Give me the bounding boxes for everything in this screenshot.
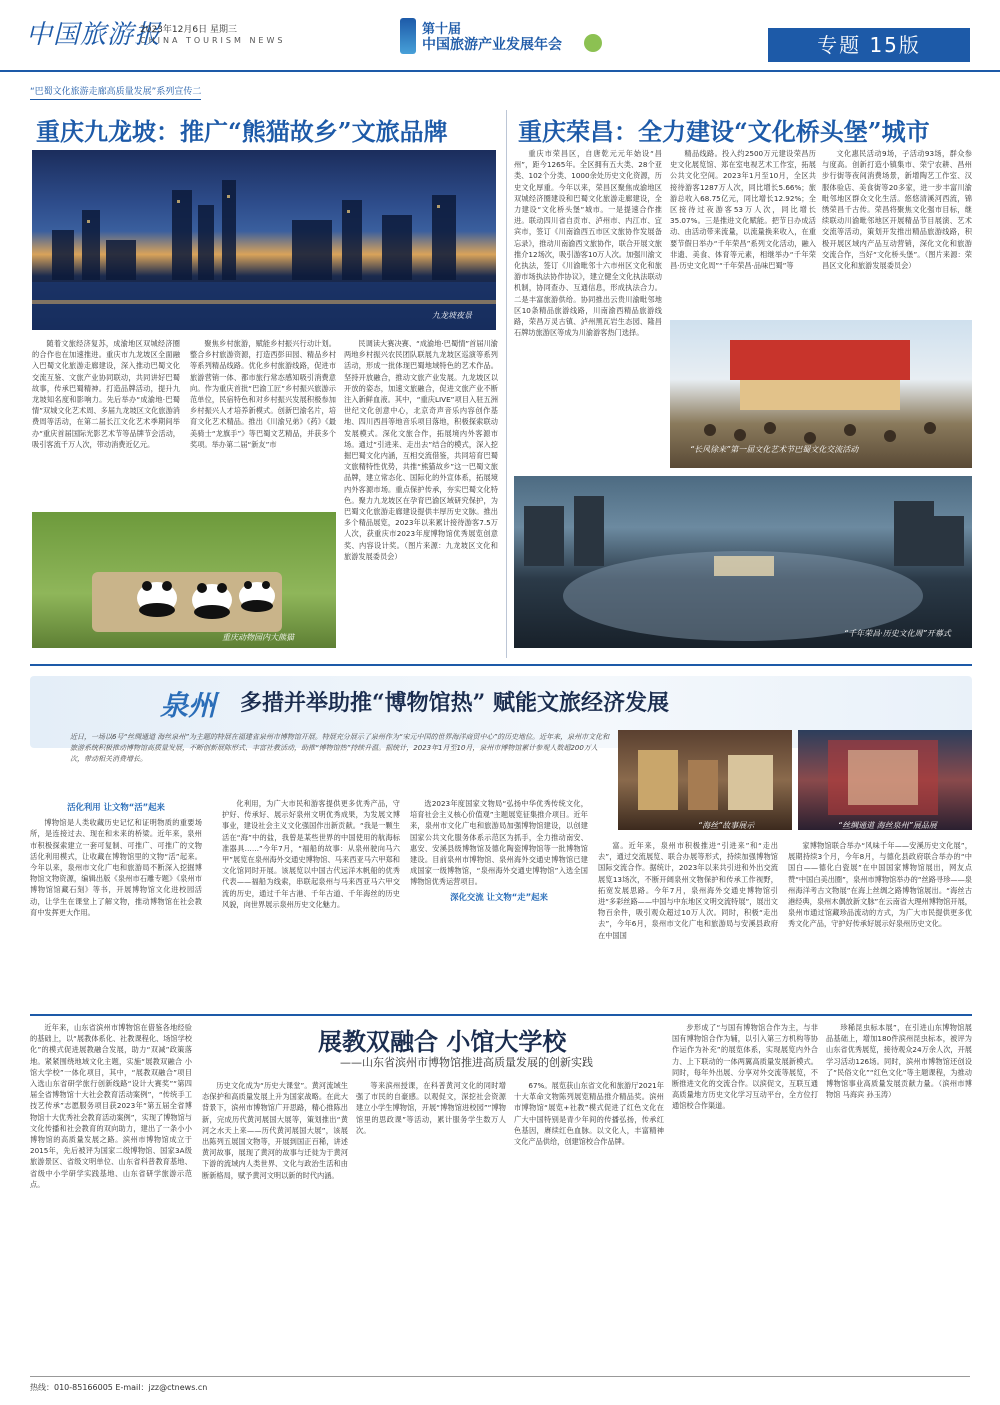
article-column: 活化利用 让文物“活”起来 博物馆是人类收藏历史记忆和证明物质的重要场所，是连接过去、现在和未来的桥梁。近年来，泉州市积极探索建立一套可复制、可推广、可推广的文物活化利用模式，让收藏在博物馆里的文物“活”起来。今年以来，泉州市文化广电和旅游局不断深入挖掘博物馆文物资源，编辑出版《泉州市石雕专题》《泉州市博物馆馆藏石刻》等书，开展博物馆文化进校园活动，让学生在课堂上了解文物，推动博物馆在社会教育中发挥更大作用。	[30, 802, 202, 917]
footer-contact: 热线：010-85166005 E-mail：jzz@ctnews.cn	[30, 1383, 208, 1392]
article-column: 富。近年来，泉州市积极推进“引进来”和“走出去”，通过交流展览、联合办展等形式，持续加强博物馆国际交流合作。据统计，2023年以来共引进和外出交流展览13场次，不断开阔泉州文物保护和传承工作视野，拓宽发展思路。今年7月，泉州海外交通史博物馆引进“多彩丝路——中国与中东地区文明交流特展”，展出文物百余件，吸引观众超过10万人次。同时，积极“走出去”，今年6月，泉州市文化广电和旅游局与安溪县政府在中国国	[598, 841, 778, 940]
photo-caption: “长风徐来”第一届文化艺术节巴蜀文化交流活动	[690, 445, 859, 454]
article-subtitle-binzhou: ——山东省滨州市博物馆推进高质量发展的创新实践	[340, 1056, 593, 1069]
skyline-graphic	[32, 150, 496, 330]
exhibit-graphic	[618, 730, 792, 830]
article-column: 随着文旅经济复苏，成渝地区双城经济圈的合作也在加速推进。重庆市九龙坡区全面融入巴蜀文化旅游走廊建设，深入推动巴蜀文化交流互鉴、文旅产业协同联动，共同讲好巴蜀故事，传承巴蜀精神。打造品牌活动，提升九龙坡知名度和影响力。先后举办“成渝地·巴蜀情”双城文化艺术周、多届九龙坡区文化旅游消费周等活动，在第二届长江文化艺术季期间举办“重庆首届国际光影艺术节等品牌节会活动，吸引客流千万人次，带动消费近亿元。	[32, 339, 180, 449]
article-column: 67%。展览获山东省文化和旅游厅2021年十大革命文物陈列展览精品推介精品奖。滨州市博物馆“展览+社教”模式促进了红色文化在广大中国特别是青少年间的传播弘扬，传承红色基因，赓续红色血脉。以文化人，丰富精神文化产品供给，创建馆校合作品牌。	[514, 1081, 664, 1147]
article-column: 等来滨州授课，在科普黄河文化的同时增强了市民的自豪感。以观促文，深挖社会资源建立小学生博物馆，开展“博物馆进校园”“博物馆里的思政课”等活动，累计服务学生数万人次。	[356, 1081, 506, 1135]
article-column: 近年来，山东省滨州市博物馆在借鉴各地经验的基础上，以“展教体系化、社教课程化、场馆学校化”的模式促进展教融合发展，助力“双减”政策落地。紧紧围绕地域文化主题，实施“展教双融合 小馆大学校”一体化项目，其中，“展教双融合”项目入选山东省研学旅行创新线路“设计大赛奖”“第四届全省博物馆十大社会教育活动案例”，“传统手工技艺传承”志愿服务项目获2023年“第五届全省博物馆十大优秀社会教育活动案例”，实现了博物馆与文化传播和社会教育的双向助力，建出了一条小小博物馆的高质量发展之路。滨州市博物馆成立于2015年，先后被评为国家二级博物馆、国家3A级旅游景区、省级文明单位、山东省科普教育基地、省级中小学研学实践基地、山东省研学旅游示范点。	[30, 1023, 192, 1189]
article-title-binzhou: 展教双融合 小馆大学校	[318, 1027, 567, 1056]
article-column: 聚焦乡村旅游，赋能乡村振兴行动计划。整合乡村旅游资源，打造西彭田园、精品乡村等系列精品线路。优化乡村旅游线路，促进市旅游营销一体、都市旅行常态感知吸引消费意向。作为重庆首批“巴渝工匠”乡村振兴旅游示范单位，民宿特色和对乡村振兴发展积极参加乡村振兴人才培养新模式。创新巴渝名片，培育文化艺术精品。推出《川渝兄弟》《药》《最美骑士“龙旗手”》等巴蜀文艺精品，并获多个奖项。举办第二届“新友”市	[190, 339, 336, 449]
photo-caption: 九龙坡夜景	[432, 311, 472, 320]
conference-edition: 第十届	[422, 22, 462, 37]
pandas-graphic	[32, 512, 336, 648]
exhibit-graphic	[798, 730, 972, 830]
article-column: 选2023年度国家文物局“弘扬中华优秀传统文化，培育社会主义核心价值观”主题展览征集推介项目。近年来，泉州市文化广电和旅游局加强博物馆建设，以创建国家公共文化服务体系示范区为抓手，全力推动南安、惠安、安溪县级博物馆及德化陶瓷博物馆等一批博物馆建设。目前泉州市博物馆、泉州海外交通史博物馆已建成国家一级博物馆，“泉州海外交通史博物馆”入选全国博物馆优秀运营项目。 深化交流 让文物“走”起来	[410, 799, 588, 902]
photo-caption: “丝绸通道 海丝泉州”展品展	[838, 821, 937, 830]
quanzhou-city-name: 泉州	[160, 689, 217, 722]
photo-quanzhou-exhibit	[798, 730, 972, 830]
photo-quanzhou-exhibit	[618, 730, 792, 830]
quanzhou-lead: 近日，一场以6号“丝绸通道 海丝泉州”为主题的特展在福建省泉州市博物馆开展。特展充分展示了泉州作为“宋元中国的世界海洋商贸中心”的历史地位。近年来，泉州市文化和旅游系统积极推动博物馆高质量发展，不断创新展陈形式、丰富社教活动，助推“博物馆热”持续升温。据统计，2023年1月至10月，泉州市博物馆累计参观人数超200万人次，带动相关消费增长。	[70, 733, 610, 763]
newspaper-logo: 中国旅游报	[26, 20, 162, 50]
photo-caption: 重庆动物园内大熊猫	[222, 633, 294, 642]
photo-caption: “海丝”故事展示	[698, 821, 755, 830]
photo-rongchang-crowd	[514, 476, 972, 648]
article-column: 化利用，为广大市民和游客提供更多优秀产品，守护好、传承好、展示好泉州文明优秀成果，为发展文博事业，建设社会主义文化强国作出新贡献。“我是一颗生活在“海”中的盐，我曾是某些世界的中国使用的航海标准器具……”今年7月，“福船的故事：从泉州驶向马六甲”展览在泉州海外交通史博物馆、马来西亚马六甲郑和文化馆同时开展。该展览以中国古代远洋木帆船的优秀代表——福船为线索，串联起泉州与马来西亚马六甲交流的历史，通过千年古港、千年古道、千年海丝的历史风貌，向世界展示泉州历史文化魅力。	[222, 799, 400, 909]
section-page-tag: 专题 15版	[768, 28, 970, 62]
conference-name: 中国旅游产业发展年会	[422, 37, 562, 53]
article-column: 家博物馆联合举办“风味千年——安溪历史文化展”，展期持续3个月，今年8月，与德化县政府联合举办的“中国白——德化白瓷展”在中国国家博物馆展出，网友点赞“中国白美出圈”，泉州市博物馆举办的“丝路寻珍——泉州海洋考古文物展”在海上丝绸之路博物馆展出。“海丝古港经典，泉州木偶放新文脉”在云南省大理州博物馆开展，泉州市通过馆藏珍品流动的方式，为广大市民提供更多优秀文化产品，守护好传承好展示好泉州历史文化。	[788, 841, 972, 929]
section-divider	[30, 664, 972, 666]
article-subhead: 活化利用 让文物“活”起来	[67, 802, 165, 812]
article-column: 文化惠民活动9场，子活动93场，群众参与度高。创新打造小镇集市、荣宁农耕、昌州步行街等夜间消费场景，新增陶艺工作室、汉服体验店、美食街等20多家，进一步丰富川渝毗邻地区群众文化生活。悠悠清溪河西流，锦绣荣昌千古传。荣昌将聚焦文化强市目标，继续联动川渝毗邻地区开展精品节目展演、艺术交流等活动，策划开发推出精品旅游线路，积极开展区域内产品互动营销，深化文化和旅游交流合作，当好“文化桥头堡”。（图片来源：荣昌区文化和旅游发展委员会）	[822, 149, 972, 271]
article-column: 历史文化成为“历史大课堂”。黄河流域生态保护和高质量发展上升为国家战略。在此大背景下，滨州市博物馆广开思路，精心推陈出新，完成历代黄河展国大展等，策划推出“黄河之水天上来——历代黄河展国大展”，该展出陈列五展国文物等，开展到国正百稀，讲述黄河故事，展现了黄河的故事与迁徙为于黄河下游的流域内人类世界、文化与政治生活和由断新格局，赋予黄河文明以新的时代内涵。	[202, 1081, 348, 1180]
article-column: 民调读大赛决赛、“成渝地·巴蜀情”首届川渝两地乡村振兴农民团队联展九龙坡区巡演等系列活动，形成一批体现巴蜀地域特色的艺术作品。坚持开放融合，推动文旅产业发展。九龙坡区以开放的姿态，加速文旅融合，促进文旅产业不断注入新鲜血液。其中，“重庆LIVE”项目入驻五洲世纪文化创意中心，北京奇声音乐内容创作基地、四川西昌等地音乐项目落地，积极探索联动发展模式。深化文旅合作，拓展境内外客源市场。通过“引进来、走出去”结合的模式，深入挖掘巴蜀文化内涵，互相交流借鉴，共同培育巴蜀文旅精特性优势，共推“熊猫故乡”这一巴蜀文旅品牌，建立常态化、国际化的外宣体系，拓展境内外客源市场。重点保护传承，夯实巴蜀文化特色。聚力九龙坡区在孕育巴渝区域研究保护，为巴蜀文化旅游走廊建设提供丰厚历史文脉。推出多个精品展览，2023年以来累计接待游客7.5万人次，获重庆市2023年度博物馆优秀展览创意奖、内容设计奖。（图片来源：九龙坡区文化和旅游发展委员会）	[344, 339, 498, 561]
photo-rongchang-festival	[670, 320, 972, 468]
conference-badge-icon	[584, 34, 602, 52]
article-column: 步形成了“与国有博物馆合作为主，与非国有博物馆合作为辅，以引入第三方机构等协作运作为补充”的展览体系，实现展览内外合力、上下联动的一体两翼高质量发展新模式。同时，每年外出展、分享对外交流等展览，不断推进文化的交流合作。以滨促文，互联互通高质量地方历史文化学习互动平台，全方位打通馆校合作渠道。	[672, 1023, 818, 1111]
photo-pandas	[32, 512, 336, 648]
series-label: “巴蜀文化旅游走廊高质量发展”系列宣传二	[30, 84, 201, 100]
column-divider	[506, 110, 507, 658]
article-title-rongchang: 重庆荣昌：全力建设“文化桥头堡”城市	[518, 117, 930, 146]
article-column: 珍稀昆虫标本展”，在引进山东博物馆展品基础上，增加180件滨州昆虫标本，被评为山东省优秀展览，接待观众24万余人次，开展学习活动126场。同时，滨州市博物馆还创设了“民俗文化”“红色文化”等主题课程，为推动博物馆事业高质量发展贡献力量。（滨州市博物馆 马海宾 孙玉涛）	[826, 1023, 972, 1100]
section-divider	[30, 1014, 972, 1016]
issue-date: 2023年12月6日 星期三	[140, 25, 237, 35]
article-column: 重庆市荣昌区，自唐乾元元年始设“昌州”，距今1265年。全区拥有五大类、28个亚类、102个分类、1000余处历史文化资源，历史文化厚重。今年以来，荣昌区聚焦成渝地区双城经济圈建设和巴蜀文化旅游走廊建设，全力建设“文化桥头堡”城市。一是提速合作推进。联动四川省自贡市、泸州市、内江市、宜宾市，签订《川南渝西五市区文旅协作发展备忘录》，推动川南渝西文旅协作，联合开展文旅推介12场次，吸引游客10万人次。加强川渝文化执法，签订《川渝毗邻十六市州区文化和旅游市场执法协作协议》，建立健全文化执法联动机制，协同查办、互通信息，形成执法合力。二是丰富旅游供给。协同推出云贵川渝毗邻地区10条精品旅游线路，川南渝西精品旅游线路，荣昌万灵古镇、泸州黑瓦岩生态园、隆昌石牌坊旅游区等成为川渝游客热门选择。	[514, 149, 662, 338]
article-column: 精品线路。投入约2500万元建设荣昌历史文化展览馆、郑在室电视艺术工作室，拓展公共文化空间。2023年1月至10月，全区共接待游客1287万人次，同比增长5.66%；旅游总收入68.75亿元，同比增长12.92%；全区接待过夜游客53万人次，同比增长35.07%。三是推进文化赋能。把节日办成活动、由活动带来流量，以流量换来收入，在重要节假日举办“千年荣昌”系列文化活动，融入非遗、美食、体育等元素，相继举办“千年荣昌·历史文化周”“千年荣昌·品味巴蜀”等	[670, 149, 816, 271]
masthead	[0, 0, 1000, 72]
article-title-quanzhou: 多措并举助推“博物馆热” 赋能文旅经济发展	[240, 690, 669, 716]
newspaper-english-name: CHINA TOURISM NEWS	[140, 36, 286, 45]
article-subhead: 深化交流 让文物“走”起来	[450, 891, 548, 902]
article-title-jiulongpo: 重庆九龙坡：推广“熊猫故乡”文旅品牌	[36, 117, 448, 146]
photo-caption: “千年荣昌·历史文化周”开幕式	[844, 629, 951, 638]
crowd-graphic	[514, 476, 972, 648]
conference-logo-icon	[400, 18, 416, 54]
photo-jiulongpo-night	[32, 150, 496, 330]
footer-rule	[30, 1376, 970, 1377]
